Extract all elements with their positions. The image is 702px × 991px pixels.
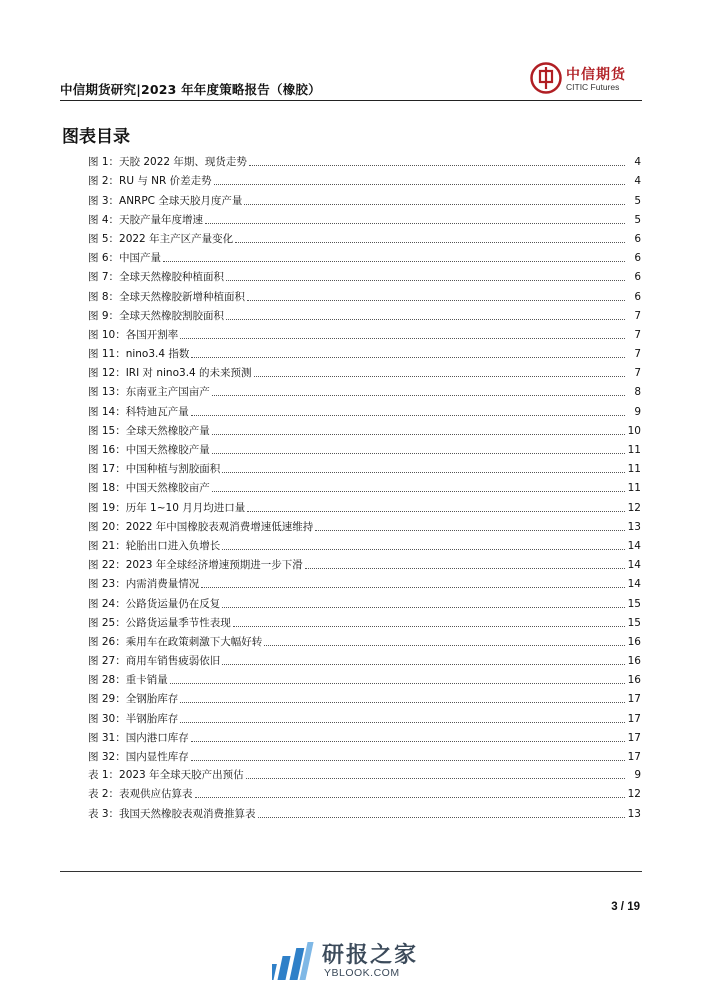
dot-leader <box>191 741 625 742</box>
dot-leader <box>205 223 625 224</box>
table-entry-page: 12 <box>627 788 641 801</box>
figure-entry[interactable] <box>88 572 641 591</box>
dot-leader <box>191 357 625 358</box>
dot-leader <box>191 415 625 416</box>
figure-entry-page: 14 <box>627 539 641 552</box>
figure-entry-page: 9 <box>634 405 641 418</box>
figure-entry-label: 图 9：全球天然橡胶割胶面积 <box>88 309 225 322</box>
dot-leader <box>264 645 625 646</box>
figure-entry-page: 4 <box>634 175 641 188</box>
toc-heading: 图表目录 <box>62 127 130 147</box>
figure-entry-label: 图 25：公路货运量季节性表现 <box>88 616 231 629</box>
figure-entry-label: 图 10：各国开割率 <box>88 328 179 341</box>
figure-entry-label: 图 13：东南亚主产国亩产 <box>88 386 210 399</box>
figure-entry-page: 6 <box>634 252 641 265</box>
dot-leader <box>244 204 625 205</box>
figure-entry[interactable] <box>88 476 641 495</box>
figure-entry-page: 16 <box>627 655 641 668</box>
figure-entry-label: 图 20：2022 年中国橡胶表观消费增速低速维持 <box>88 520 314 533</box>
table-entry[interactable] <box>88 801 641 820</box>
dot-leader <box>212 434 625 435</box>
figure-entry-label: 图 12：IRI 对 nino3.4 的未来预测 <box>88 367 252 380</box>
dot-leader <box>258 817 625 818</box>
figure-entry-page: 12 <box>627 501 641 514</box>
figure-entry-page: 11 <box>627 444 641 456</box>
figure-entry[interactable] <box>88 150 641 169</box>
figure-entry-page: 11 <box>627 463 641 476</box>
dot-leader <box>201 587 625 588</box>
logo-english-text: CITIC Futures <box>566 82 620 92</box>
figure-entry-label: 图 3：ANRPC 全球天胶月度产量 <box>88 194 243 207</box>
figure-entry-label: 图 28：重卡销量 <box>88 674 168 687</box>
figure-entry-label: 图 31：国内港口库存 <box>88 731 189 744</box>
figure-entry-label: 图 19：历年 1~10 月月均进口量 <box>88 501 246 514</box>
page-number: 3 / 19 <box>611 901 640 913</box>
figure-entry[interactable] <box>88 438 641 457</box>
figure-entry-page: 6 <box>634 271 641 284</box>
dot-leader <box>249 165 625 166</box>
table-entry-page: 9 <box>634 769 641 782</box>
figure-entry-page: 5 <box>634 194 641 207</box>
figure-entry[interactable] <box>88 534 641 553</box>
figure-entry-label: 图 6：中国产量 <box>88 252 162 265</box>
dot-leader <box>226 280 625 281</box>
figure-entry-label: 图 26：乘用车在政策刺激下大幅好转 <box>88 635 263 648</box>
figure-entry-label: 图 22：2023 年全球经济增速预期进一步下滑 <box>88 559 303 572</box>
figure-entry-page: 4 <box>634 156 641 169</box>
citic-futures-logo <box>530 62 642 96</box>
dot-leader <box>163 261 625 262</box>
figure-entry[interactable] <box>88 208 641 227</box>
dot-leader <box>235 242 625 243</box>
figure-entry-label: 图 17：中国种植与割胶面积 <box>88 463 221 476</box>
logo-chinese-text: 中信期货 <box>566 67 626 83</box>
figure-entry[interactable] <box>88 188 641 207</box>
figure-list <box>88 150 641 764</box>
figure-entry-label: 图 11：nino3.4 指数 <box>88 348 190 361</box>
dot-leader <box>226 319 625 320</box>
table-entry-label: 表 3：我国天然橡胶表观消费推算表 <box>88 807 256 820</box>
figure-entry-page: 15 <box>627 597 641 610</box>
table-list <box>88 763 641 821</box>
figure-entry-label: 图 30：半钢胎库存 <box>88 712 179 725</box>
figure-entry-page: 14 <box>627 578 641 591</box>
figure-entry[interactable] <box>88 380 641 399</box>
header-divider <box>60 100 642 101</box>
bar-chart-icon <box>272 940 316 982</box>
watermark <box>272 936 442 986</box>
table-entry[interactable] <box>88 763 641 782</box>
dot-leader <box>180 338 625 339</box>
footer-divider <box>60 871 642 872</box>
figure-entry-label: 图 21：轮胎出口进入负增长 <box>88 539 221 552</box>
figure-entry[interactable] <box>88 591 641 610</box>
figure-entry[interactable] <box>88 630 641 649</box>
figure-entry[interactable] <box>88 726 641 745</box>
figure-entry[interactable] <box>88 323 641 342</box>
dot-leader <box>222 664 625 665</box>
dot-leader <box>233 626 625 627</box>
dot-leader <box>191 760 625 761</box>
figure-entry[interactable] <box>88 169 641 188</box>
figure-entry-page: 11 <box>627 482 641 495</box>
figure-entry-page: 17 <box>627 693 641 706</box>
figure-entry-page: 7 <box>634 348 641 361</box>
figure-entry[interactable] <box>88 706 641 725</box>
dot-leader <box>170 683 625 684</box>
figure-entry[interactable] <box>88 399 641 418</box>
figure-entry-page: 15 <box>627 616 641 629</box>
table-entry-page: 13 <box>627 807 641 820</box>
figure-entry[interactable] <box>88 495 641 514</box>
table-entry-label: 表 2：表观供应估算表 <box>88 788 193 801</box>
figure-entry-label: 图 23：内需消费量情况 <box>88 578 200 591</box>
figure-entry-label: 图 29：全钢胎库存 <box>88 693 179 706</box>
figure-entry[interactable] <box>88 457 641 476</box>
figure-entry-label: 图 4：天胶产量年度增速 <box>88 213 204 226</box>
figure-entry-label: 图 27：商用车销售疲弱依旧 <box>88 655 221 668</box>
figure-entry-label: 图 7：全球天然橡胶种植面积 <box>88 271 225 284</box>
figure-entry[interactable] <box>88 668 641 687</box>
figure-entry[interactable] <box>88 227 641 246</box>
figure-entry-page: 6 <box>634 232 641 245</box>
dot-leader <box>254 376 625 377</box>
dot-leader <box>214 184 625 185</box>
dot-leader <box>247 511 625 512</box>
dot-leader <box>247 300 625 301</box>
figure-entry-label: 图 14：科特迪瓦产量 <box>88 405 189 418</box>
page-header <box>60 67 642 98</box>
figure-entry-page: 17 <box>627 731 641 744</box>
figure-entry[interactable] <box>88 246 641 265</box>
dot-leader <box>222 549 625 550</box>
figure-entry[interactable] <box>88 611 641 630</box>
watermark-chinese-text: 研报之家 <box>322 943 419 968</box>
figure-entry[interactable] <box>88 284 641 303</box>
figure-entry-label: 图 1：天胶 2022 年期、现货走势 <box>88 156 247 169</box>
figure-entry[interactable] <box>88 342 641 361</box>
figure-entry-label: 图 24：公路货运量仍在反复 <box>88 597 221 610</box>
figure-entry-label: 图 2：RU 与 NR 价差走势 <box>88 175 212 188</box>
figure-entry[interactable] <box>88 265 641 284</box>
dot-leader <box>305 568 625 569</box>
dot-leader <box>212 491 625 492</box>
dot-leader <box>180 702 625 703</box>
dot-leader <box>212 395 625 396</box>
watermark-english-text: YBLOOK.COM <box>324 967 400 979</box>
dot-leader <box>212 453 625 454</box>
figure-entry[interactable] <box>88 419 641 438</box>
figure-entry-label: 图 15：全球天然橡胶产量 <box>88 424 210 437</box>
figure-entry-page: 8 <box>634 386 641 399</box>
dot-leader <box>222 472 625 473</box>
table-entry-label: 表 1：2023 年全球天胶产出预估 <box>88 769 244 782</box>
figure-entry-page: 6 <box>634 290 641 303</box>
figure-entry-page: 16 <box>627 635 641 648</box>
figure-entry-label: 图 18：中国天然橡胶亩产 <box>88 482 210 495</box>
figure-entry-page: 10 <box>627 424 641 437</box>
figure-entry-page: 14 <box>627 559 641 572</box>
citic-logo-icon <box>530 62 562 94</box>
dot-leader <box>180 722 625 723</box>
figure-entry-page: 7 <box>634 328 641 341</box>
dot-leader <box>246 778 625 779</box>
figure-entry-page: 17 <box>627 712 641 725</box>
figure-entry[interactable] <box>88 361 641 380</box>
figure-entry[interactable] <box>88 687 641 706</box>
figure-entry-label: 图 5：2022 年主产区产量变化 <box>88 232 234 245</box>
header-title: 中信期货研究|2023 年年度策略报告（橡胶） <box>60 82 321 97</box>
figure-entry-page: 7 <box>634 367 641 380</box>
dot-leader <box>222 607 625 608</box>
figure-entry-label: 图 16：中国天然橡胶产量 <box>88 444 210 456</box>
figure-entry-page: 17 <box>627 751 641 763</box>
figure-entry[interactable] <box>88 553 641 572</box>
figure-entry-page: 5 <box>634 213 641 226</box>
figure-entry-page: 7 <box>634 309 641 322</box>
figure-entry-page: 13 <box>627 520 641 533</box>
dot-leader <box>315 530 625 531</box>
figure-entry[interactable] <box>88 304 641 323</box>
dot-leader <box>195 797 625 798</box>
figure-entry[interactable] <box>88 649 641 668</box>
figure-entry[interactable] <box>88 515 641 534</box>
figure-entry-label: 图 32：国内显性库存 <box>88 751 189 763</box>
figure-entry[interactable] <box>88 745 641 764</box>
table-entry[interactable] <box>88 782 641 801</box>
figure-entry-page: 16 <box>627 674 641 687</box>
figure-entry-label: 图 8：全球天然橡胶新增种植面积 <box>88 290 246 303</box>
